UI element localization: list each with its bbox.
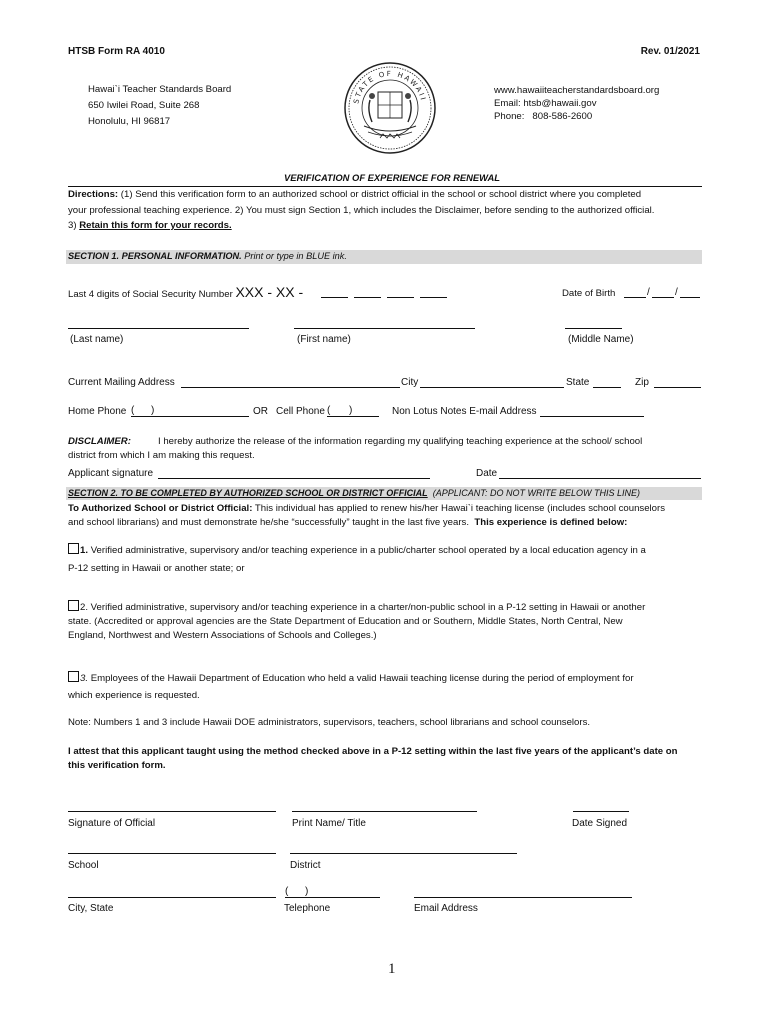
mailing-label: Current Mailing Address — [68, 377, 175, 388]
ssn-mask: XXX - XX - — [235, 284, 304, 300]
attestation — [68, 745, 708, 773]
directions-line3-prefix: 3) — [68, 220, 77, 231]
directions — [68, 188, 708, 233]
section1-note: Print or type in BLUE ink. — [244, 251, 347, 261]
zip-field[interactable] — [654, 387, 701, 388]
ssn-row — [68, 284, 303, 300]
option-1-checkbox[interactable] — [68, 543, 79, 554]
option-2-line2: state. (Accredited or approval agencies are the State Department of Education and or Southern, Middle States, North Central, New — [68, 616, 623, 627]
phone-number: 808-586-2600 — [532, 111, 593, 122]
or-label: OR — [253, 406, 268, 417]
first-name-field[interactable] — [294, 328, 475, 329]
date-signed-label: Date Signed — [572, 818, 628, 829]
option-1-line1: Verified administrative, supervisory and/or teaching experience in a public/charter school operated by a local education agency in a — [90, 545, 646, 556]
intro-line2: and school librarians) and must demonstrate he/she “successfully” taught in the last five years. — [68, 517, 470, 528]
applicant-signature-field[interactable] — [158, 478, 430, 479]
email-contact[interactable]: Email: htsb@hawaii.gov — [494, 98, 597, 109]
contact-block — [494, 84, 659, 123]
intro-label: To Authorized School or District Official: — [68, 503, 253, 514]
telephone-field[interactable] — [285, 897, 380, 898]
state-label: State — [566, 377, 590, 388]
seal-text: STATE OF HAWAII — [352, 69, 428, 105]
telephone-area-open: ( — [285, 886, 289, 897]
telephone-label: Telephone — [284, 903, 331, 914]
revision: Rev. 01/2021 — [640, 46, 700, 57]
option-1-line2: P-12 setting in Hawaii or another state; or — [68, 563, 245, 574]
home-phone-label: Home Phone — [68, 406, 127, 417]
home-phone-field[interactable] — [131, 416, 249, 417]
applicant-date-field[interactable] — [499, 478, 701, 479]
city-state-label: City, State — [68, 903, 114, 914]
home-phone-area-open: ( — [131, 405, 135, 416]
city-field[interactable] — [420, 387, 564, 388]
address-line1: 650 Iwilei Road, Suite 268 — [88, 100, 200, 111]
official-signature-label: Signature of Official — [68, 818, 156, 829]
mailing-address-field[interactable] — [181, 387, 400, 388]
home-phone-area-close: ) — [151, 405, 155, 416]
middle-name-field[interactable] — [565, 328, 622, 329]
phone-label: Phone: — [494, 111, 525, 122]
disclaimer-line2: district from which I am making this request. — [68, 450, 255, 461]
email-label: Non Lotus Notes E-mail Address — [392, 406, 537, 417]
disclaimer-line1: I hereby authorize the release of the information regarding my qualifying teaching experience at the school/ school — [158, 436, 643, 447]
district-field[interactable] — [290, 853, 517, 854]
option-2-line1: 2. Verified administrative, supervisory and/or teaching experience in a charter/non-public school in a P-12 setting in Hawaii or another — [80, 602, 646, 613]
note-text: Note: Numbers 1 and 3 include Hawaii DOE administrators, supervisors, teachers, school librarians and school counselors. — [68, 717, 591, 728]
dob-day[interactable] — [652, 297, 674, 298]
print-name-field[interactable] — [292, 811, 477, 812]
district-label: District — [290, 860, 321, 871]
ssn-digit-3[interactable] — [387, 297, 414, 298]
city-state-field[interactable] — [68, 897, 276, 898]
telephone-area-close: ) — [305, 886, 309, 897]
first-name-label: (First name) — [297, 334, 351, 345]
directions-line1: (1) Send this verification form to an authorized school or district official in the school or school district where you completed — [120, 189, 642, 200]
section2-note: (APPLICANT: DO NOT WRITE BELOW THIS LINE) — [432, 488, 641, 498]
directions-line2: your professional teaching experience. 2) You must sign Section 1, which includes the Disclaimer, before sending to the authorized official. — [68, 205, 655, 216]
applicant-date-label: Date — [476, 468, 498, 479]
section2-heading: SECTION 2. TO BE COMPLETED BY AUTHORIZED SCHOOL OR DISTRICT OFFICIAL (APPLICANT: DO NOT WRITE BELOW THIS LINE) — [68, 488, 641, 498]
last-name-field[interactable] — [68, 328, 249, 329]
cell-phone-area-close: ) — [349, 405, 353, 416]
option-2 — [68, 600, 708, 643]
last-name-label: (Last name) — [70, 334, 124, 345]
option-3-checkbox[interactable] — [68, 671, 79, 682]
intro-bold: This experience is defined below: — [474, 517, 628, 528]
disclaimer — [68, 435, 708, 463]
page-number: 1 — [388, 961, 396, 977]
city-label: City — [401, 377, 419, 388]
school-label: School — [68, 860, 99, 871]
option-3 — [68, 670, 708, 704]
retain-notice: Retain this form for your records. — [79, 220, 232, 231]
option-1 — [68, 542, 708, 578]
form-id: HTSB Form RA 4010 — [68, 46, 165, 57]
state-seal-icon — [340, 60, 440, 156]
zip-label: Zip — [635, 377, 649, 388]
option-3-line1: Employees of the Hawaii Department of Education who held a valid Hawaii teaching license during the period of employment for — [90, 673, 634, 684]
disclaimer-label: DISCLAIMER: — [68, 436, 131, 447]
attest-line2: this verification form. — [68, 760, 166, 771]
dob-sep: / — [647, 287, 650, 298]
cell-phone-area-open: ( — [327, 405, 331, 416]
section1-heading: SECTION 1. PERSONAL INFORMATION. Print or type in BLUE ink. — [68, 251, 347, 261]
cell-phone-field[interactable] — [327, 416, 379, 417]
date-signed-field[interactable] — [573, 811, 629, 812]
dob-sep: / — [675, 287, 678, 298]
email-field[interactable] — [540, 416, 644, 417]
form-title: VERIFICATION OF EXPERIENCE FOR RENEWAL — [284, 172, 500, 183]
phone-contact — [494, 110, 659, 123]
option-2-line3: England, Northwest and Western Associations of Schools and Colleges.) — [68, 630, 377, 641]
option-1-number: 1. — [80, 545, 89, 556]
website-link[interactable]: www.hawaiiteacherstandardsboard.org — [494, 85, 660, 96]
section2-intro — [68, 502, 708, 530]
attest-line1: I attest that this applicant taught using the method checked above in a P-12 setting within the last five years of the applicant’s date on — [68, 746, 678, 757]
intro-line1: This individual has applied to renew his/her Hawai`i teaching license (includes school counselors — [254, 503, 666, 514]
option-3-number: 3. — [80, 673, 89, 684]
dob-year[interactable] — [680, 297, 700, 298]
middle-name-label: (Middle Name) — [568, 334, 634, 345]
ssn-digit-2[interactable] — [354, 297, 381, 298]
dob-label: Date of Birth — [562, 288, 616, 299]
cell-phone-label: Cell Phone — [276, 406, 325, 417]
directions-label: Directions: — [68, 189, 119, 200]
org-name: Hawai`i Teacher Standards Board — [88, 84, 232, 95]
title-rule — [68, 186, 702, 187]
option-3-line2: which experience is requested. — [68, 690, 200, 701]
address-line2: Honolulu, HI 96817 — [88, 116, 171, 127]
dob-month[interactable] — [624, 297, 646, 298]
ssn-digit-1[interactable] — [321, 297, 348, 298]
ssn-label: Last 4 digits of Social Security Number — [68, 289, 233, 300]
school-field[interactable] — [68, 853, 276, 854]
state-field[interactable] — [593, 387, 621, 388]
org-address — [88, 82, 231, 130]
email-address-field[interactable] — [414, 897, 632, 898]
option-2-checkbox[interactable] — [68, 600, 79, 611]
print-name-label: Print Name/ Title — [292, 818, 366, 829]
email-address-label: Email Address — [414, 903, 478, 914]
official-signature-field[interactable] — [68, 811, 276, 812]
ssn-digit-4[interactable] — [420, 297, 447, 298]
applicant-signature-label: Applicant signature — [68, 468, 154, 479]
